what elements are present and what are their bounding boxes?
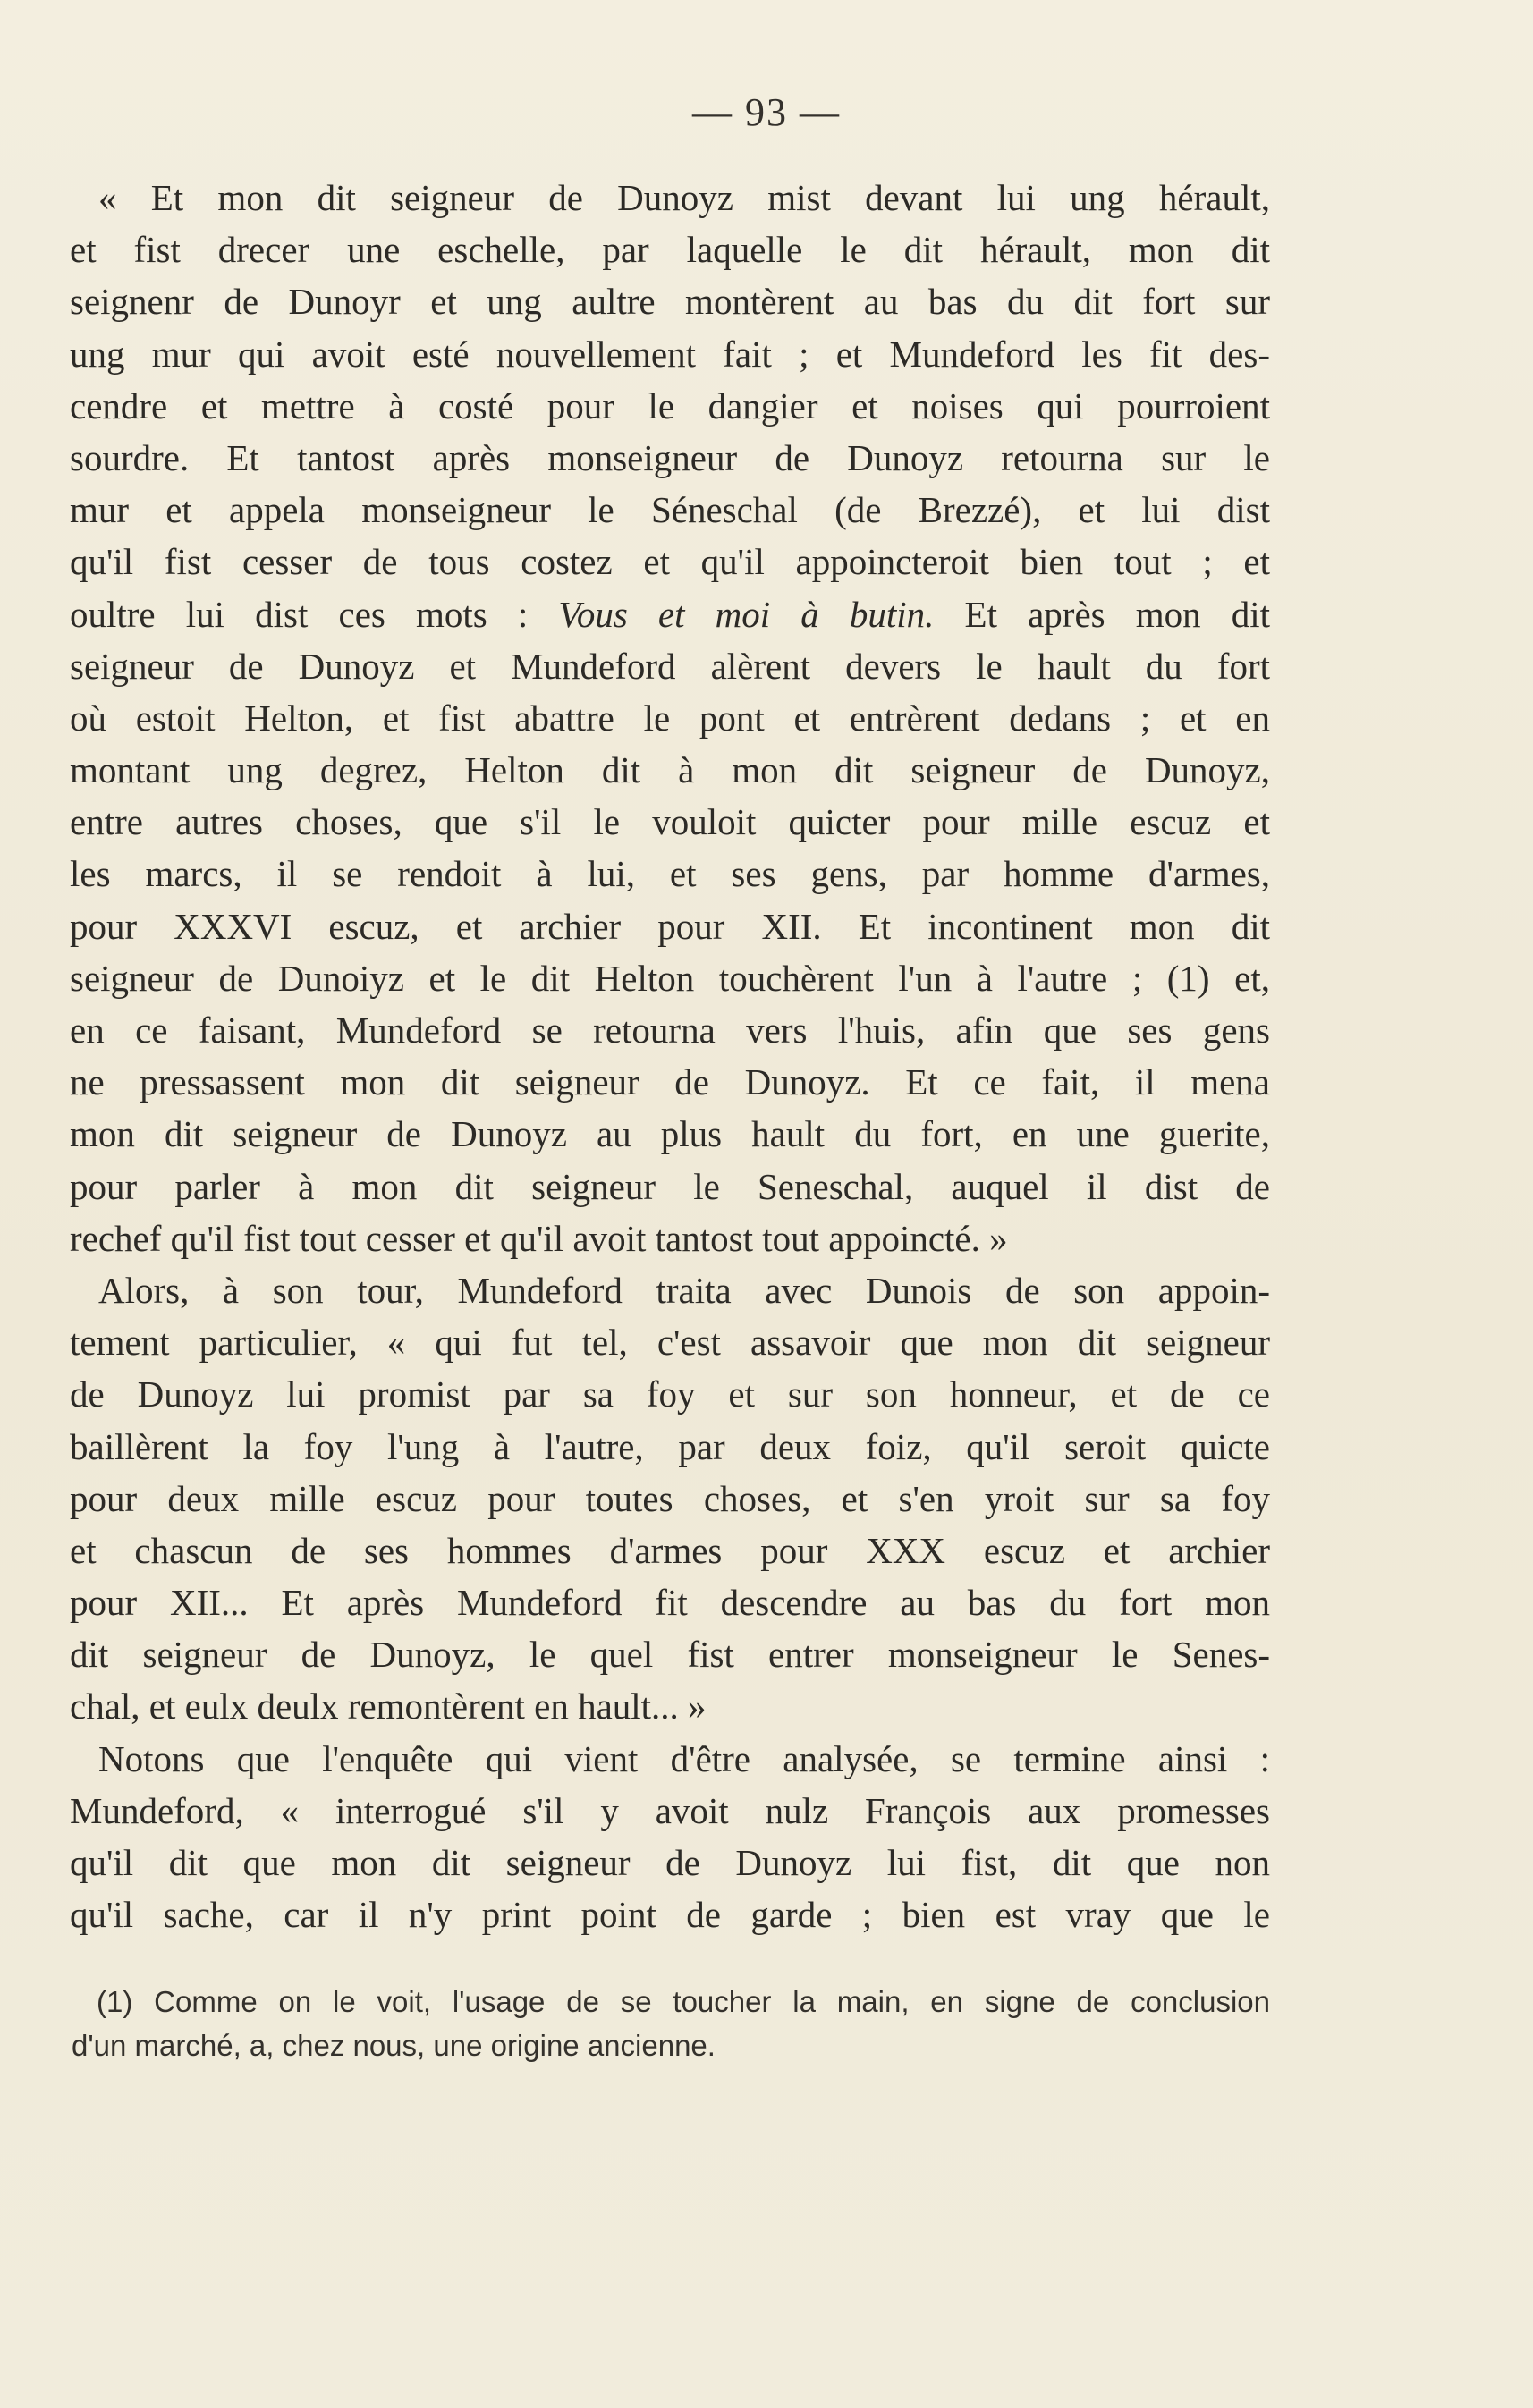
footnote-line: d'un marché, a, chez nous, une origine ancienne.: [72, 2029, 716, 2062]
text-line: ne pressassent mon dit seigneur de Dunoyz. Et ce fait, il mena: [70, 1061, 1270, 1103]
text-line: qu'il sache, car il n'y print point de garde ; bien est vray que le: [70, 1894, 1270, 1936]
text-line: seigneur de Dunoyz et Mundeford alèrent devers le hault du fort: [70, 645, 1270, 687]
text-line: et fist drecer une eschelle, par laquelle le dit hérault, mon dit: [70, 229, 1270, 271]
text-line: rechef qu'il fist tout cesser et qu'il avoit tantost tout appoincté. »: [70, 1217, 1008, 1259]
text-line: Mundeford, « interrogué s'il y avoit nulz François aux promesses: [70, 1789, 1270, 1831]
text-line: sourdre. Et tantost après monseigneur de Dunoyz retourna sur le: [70, 436, 1270, 478]
text-line: pour XII... Et après Mundeford fit descendre au bas du fort mon: [70, 1582, 1270, 1624]
text-line: seignenr de Dunoyr et ung aultre montèrent au bas du dit fort sur: [70, 281, 1270, 323]
text-line: qu'il dit que mon dit seigneur de Dunoyz lui fist, dit que non: [70, 1842, 1270, 1883]
text-line: entre autres choses, que s'il le vouloit quicter pour mille escuz et: [70, 801, 1270, 843]
text-line: dit seigneur de Dunoyz, le quel fist entrer monseigneur le Senes-: [70, 1634, 1270, 1676]
text-line: les marcs, il se rendoit à lui, et ses gens, par homme d'armes,: [70, 853, 1270, 895]
text-line-mixed: [70, 588, 1270, 640]
italic-quote: Vous et moi à butin.: [558, 593, 935, 635]
text-line: Alors, à son tour, Mundeford traita avec Dunois de son appoin-: [98, 1269, 1270, 1311]
body-text: [70, 172, 1270, 1940]
page-number: — 93 —: [692, 90, 841, 134]
text-line: où estoit Helton, et fist abattre le pont et entrèrent dedans ; et en: [70, 697, 1270, 739]
footnote: [72, 1980, 1270, 2067]
text-line: en ce faisant, Mundeford se retourna vers l'huis, afin que ses gens: [70, 1010, 1270, 1051]
text-line: baillèrent la foy l'ung à l'autre, par deux foiz, qu'il seroit quicte: [70, 1425, 1270, 1467]
text-segment: Et après mon dit: [964, 593, 1271, 635]
text-line: « Et mon dit seigneur de Dunoyz mist devant lui ung hérault,: [98, 177, 1270, 218]
text-line: mon dit seigneur de Dunoyz au plus hault du fort, en une guerite,: [70, 1113, 1270, 1155]
text-line: pour XXXVI escuz, et archier pour XII. Et incontinent mon dit: [70, 905, 1270, 947]
text-line: pour deux mille escuz pour toutes choses, et s'en yroit sur sa foy: [70, 1477, 1270, 1519]
text-line: montant ung degrez, Helton dit à mon dit seigneur de Dunoyz,: [70, 749, 1270, 791]
text-line: tement particulier, « qui fut tel, c'est assavoir que mon dit seigneur: [70, 1322, 1270, 1364]
text-line: de Dunoyz lui promist par sa foy et sur son honneur, et de ce: [70, 1373, 1270, 1415]
text-line: qu'il fist cesser de tous costez et qu'il appoincteroit bien tout ; et: [70, 541, 1270, 583]
text-line: cendre et mettre à costé pour le dangier et noises qui pourroient: [70, 384, 1270, 427]
footnote-line: (1) Comme on le voit, l'usage de se toucher la main, en signe de conclusion: [97, 1985, 1270, 2018]
text-line: pour parler à mon dit seigneur le Seneschal, auquel il dist de: [70, 1165, 1270, 1207]
text-line: Notons que l'enquête qui vient d'être analysée, se termine ainsi :: [98, 1737, 1270, 1779]
text-segment: oultre lui dist ces mots :: [70, 593, 529, 635]
text-line: seigneur de Dunoiyz et le dit Helton touchèrent l'un à l'autre ; (1) et,: [70, 957, 1270, 999]
text-line: mur et appela monseigneur le Séneschal (de Brezzé), et lui dist: [70, 489, 1270, 531]
text-line: ung mur qui avoit esté nouvellement fait ; et Mundeford les fit des-: [70, 333, 1270, 375]
text-line: chal, et eulx deulx remontèrent en hault... »: [70, 1686, 707, 1728]
text-line: et chascun de ses hommes d'armes pour XXX escuz et archier: [70, 1529, 1270, 1571]
